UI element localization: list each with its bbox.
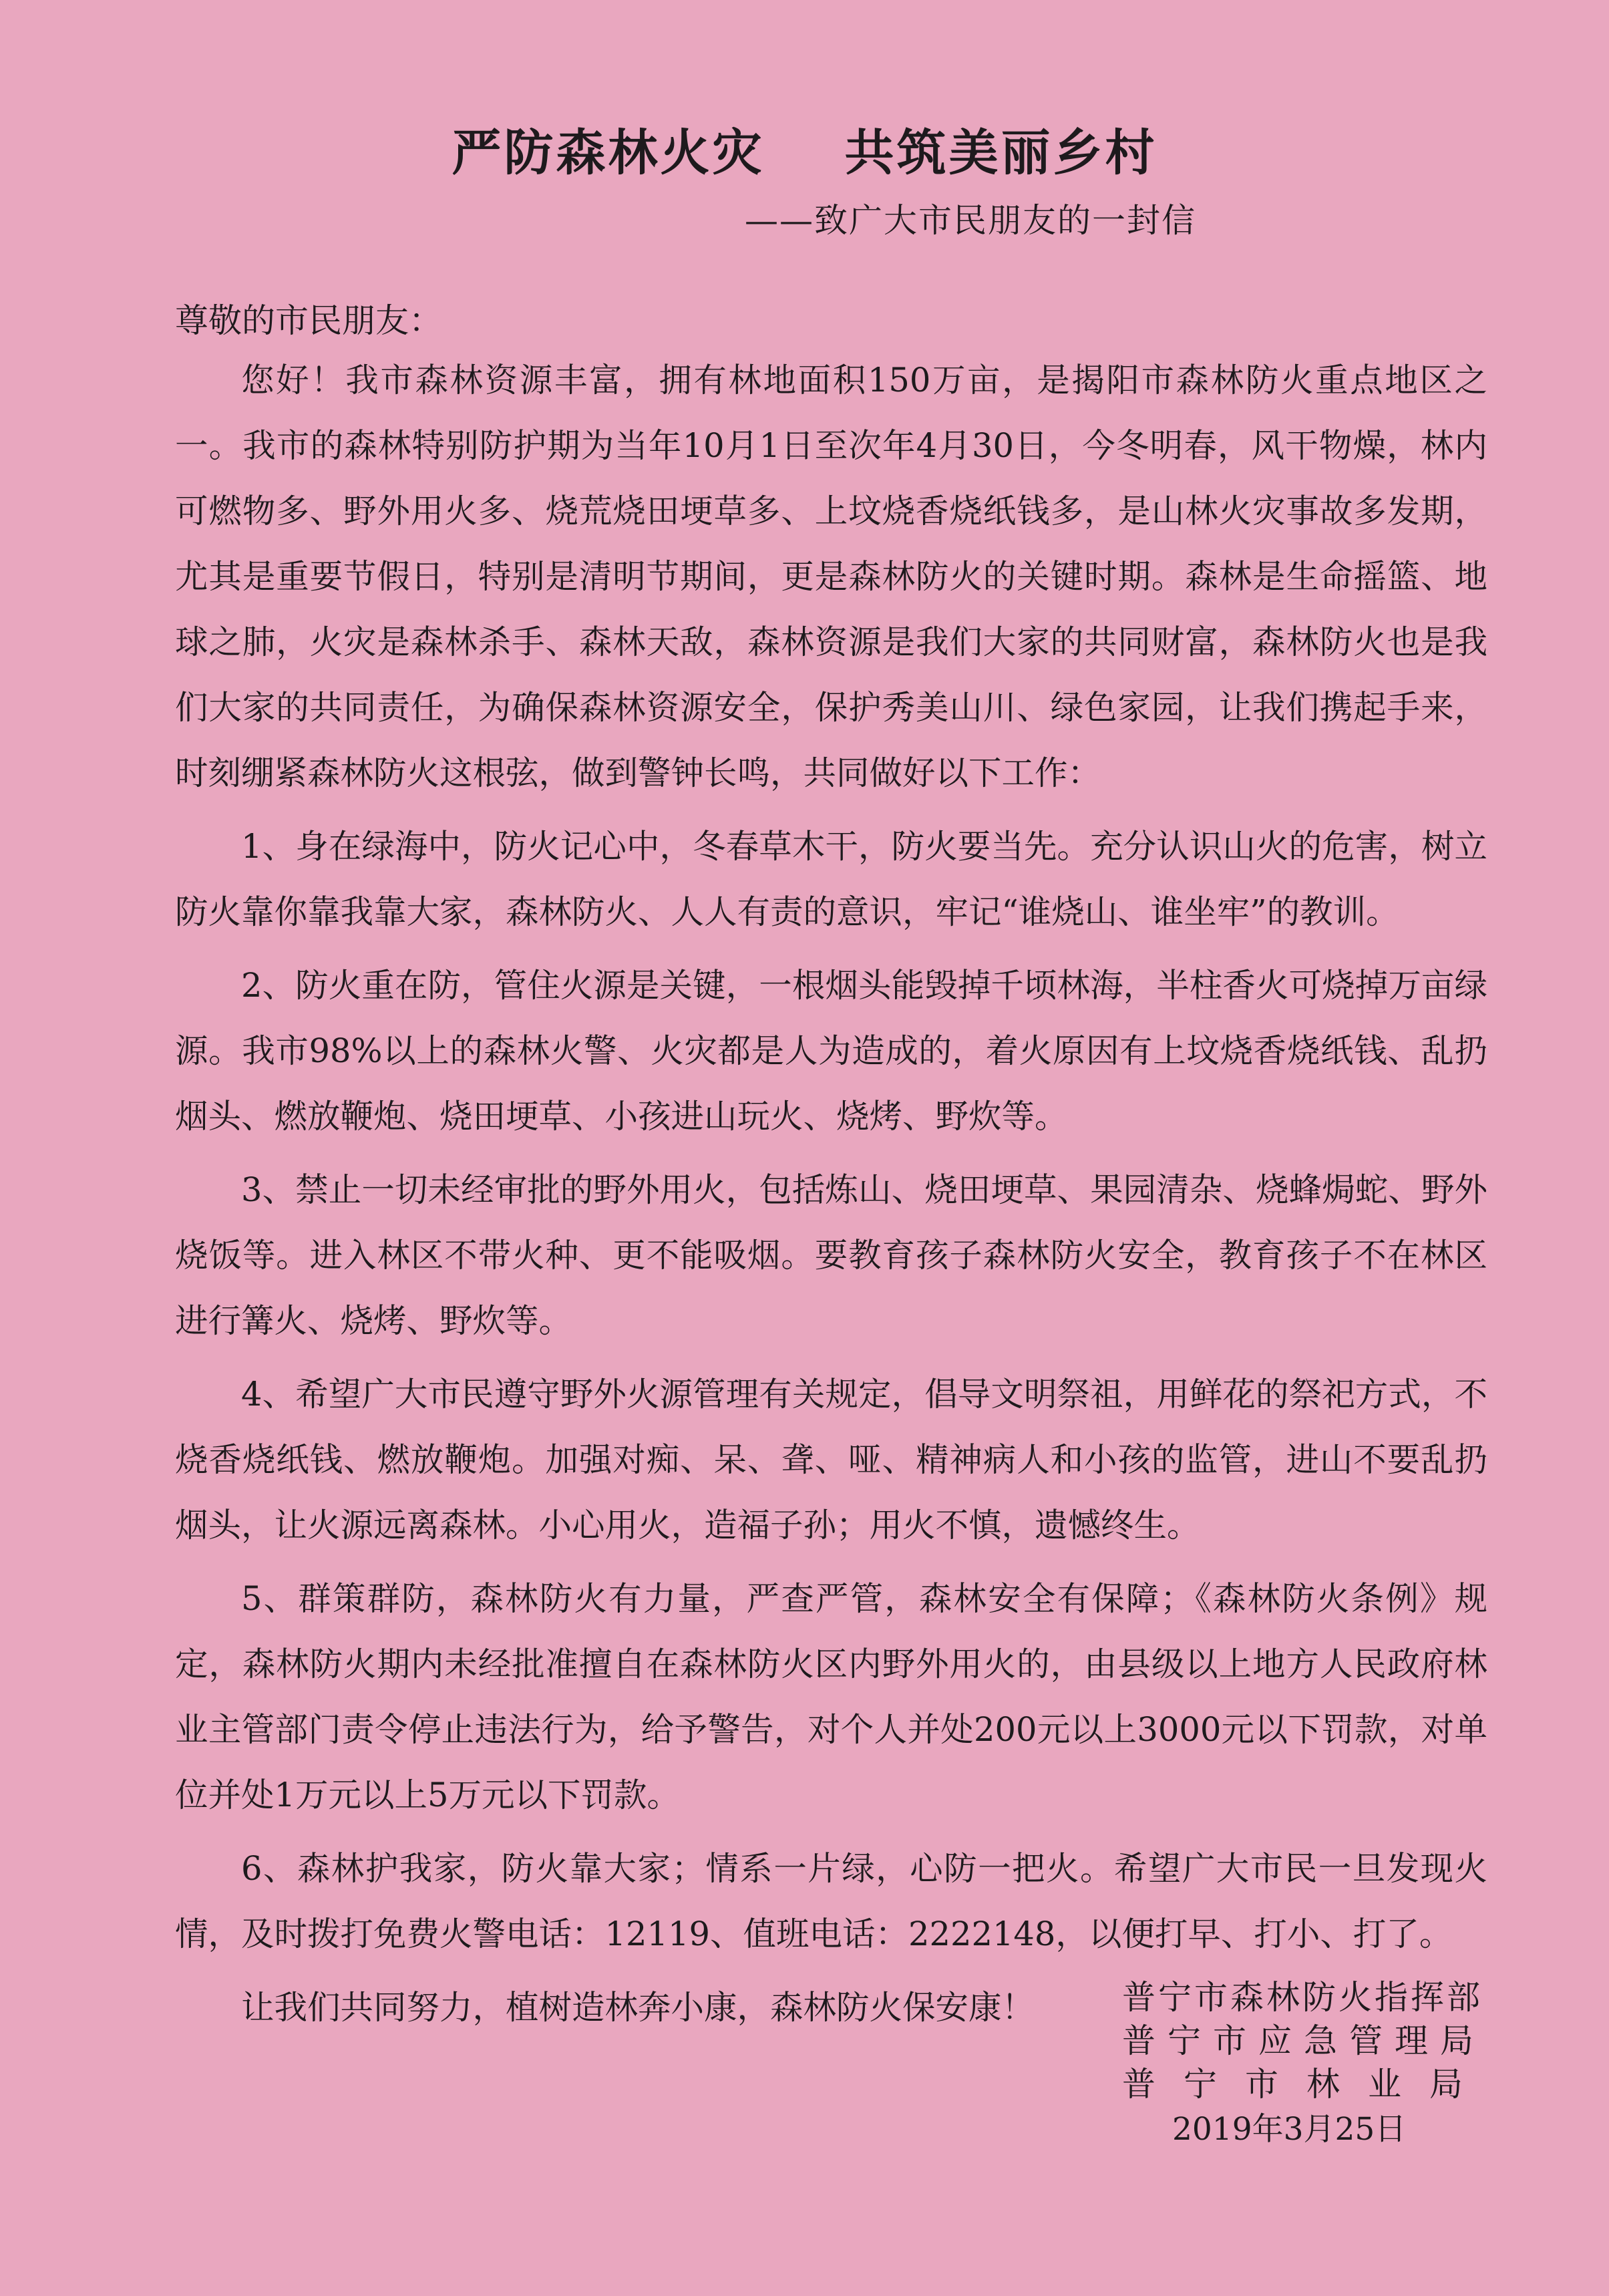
item-paragraph-4: 4、希望广大市民遵守野外火源管理有关规定，倡导文明祭祖，用鲜花的祭祀方式，不烧香烧纸钱、燃放鞭炮。加强对痴、呆、聋、哑、精神病人和小孩的监管，进山不要乱扔烟头，让火源远离森林。小心用火，造福子孙；用火不慎，遗憾终生。 [175, 1375, 1487, 1544]
salutation: 尊敬的市民朋友： [175, 301, 442, 340]
signature-block [1122, 1976, 1491, 2106]
title-part-2: 共筑美丽乡村 [844, 124, 1157, 182]
signature-org-1: 普宁市森林防火指挥部 [1122, 1978, 1483, 2017]
closing-paragraph: 让我们共同努力，植树造林奔小康，森林防火保安康！ [241, 1988, 1035, 2027]
signature-org-2: 普宁市应急管理局 [1122, 2021, 1485, 2060]
page-title [0, 114, 1609, 184]
item-paragraph-2: 2、防火重在防，管住火源是关键，一根烟头能毁掉千顷林海，半柱香火可烧掉万亩绿源。我市98%以上的森林火警、火灾都是人为造成的，着火原因有上坟烧香烧纸钱、乱扔烟头、燃放鞭炮、烧田埂草、小孩进山玩火、烧烤、野炊等。 [175, 966, 1487, 1136]
title-part-1: 严防森林火灾 [452, 124, 765, 182]
signature-date: 2019年3月25日 [1172, 2111, 1407, 2148]
item-paragraph-5: 5、群策群防，森林防火有力量，严查严管，森林安全有保障；《森林防火条例》规定，森林防火期内未经批准擅自在森林防火区内野外用火的，由县级以上地方人民政府林业主管部门责令停止违法行为，给予警告，对个人并处200元以上3000元以下罚款，对单位并处1万元以上5万元以下罚款。 [175, 1579, 1487, 1814]
item-paragraph-6: 6、森林护我家，防火靠大家；情系一片绿，心防一把火。希望广大市民一旦发现火情，及时拨打免费火警电话：12119、值班电话：2222148，以便打早、打小、打了。 [175, 1849, 1487, 1953]
item-paragraph-1: 1、身在绿海中，防火记心中，冬春草木干，防火要当先。充分认识山火的危害，树立防火靠你靠我靠大家，森林防火、人人有责的意识，牢记“谁烧山、谁坐牢”的教训。 [175, 827, 1487, 931]
letter-body [175, 347, 1487, 2048]
intro-paragraph: 您好！我市森林资源丰富，拥有林地面积150万亩，是揭阳市森林防火重点地区之一。我市的森林特别防护期为当年10月1日至次年4月30日，今冬明春，风干物燥，林内可燃物多、野外用火多、烧荒烧田埂草多、上坟烧香烧纸钱多，是山林火灾事故多发期，尤其是重要节假日，特别是清明节期间，更是森林防火的关键时期。森林是生命摇篮、地球之肺，火灾是森林杀手、森林天敌，森林资源是我们大家的共同财富，森林防火也是我们大家的共同责任，为确保森林资源安全，保护秀美山川、绿色家园，让我们携起手来，时刻绷紧森林防火这根弦，做到警钟长鸣，共同做好以下工作： [175, 361, 1487, 792]
signature-org-3: 普宁市林业局 [1122, 2065, 1491, 2104]
page-subtitle: ——致广大市民朋友的一封信 [745, 201, 1196, 240]
item-paragraph-3: 3、禁止一切未经审批的野外用火，包括炼山、烧田埂草、果园清杂、烧蜂焗蛇、野外烧饭等。进入林区不带火种、更不能吸烟。要教育孩子森林防火安全，教育孩子不在林区进行篝火、烧烤、野炊等。 [175, 1170, 1487, 1340]
